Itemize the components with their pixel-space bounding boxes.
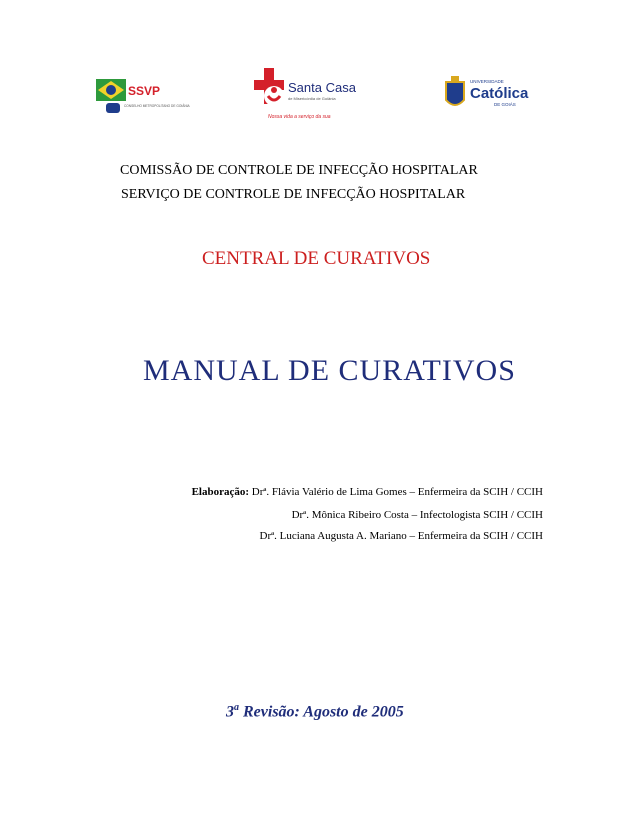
catolica-logo-text: Católica [470,85,529,102]
revision-ordinal: a [234,702,239,713]
revision-number: 3 [226,703,234,721]
santa-casa-logo-text: Santa Casa [288,80,356,95]
credit-author-3: Drª. Luciana Augusta A. Mariano – Enfermeira da SCIH / CCIH [259,530,543,542]
credit-author-1: Drª. Flávia Valério de Lima Gomes – Enfermeira da SCIH / CCIH [251,486,543,498]
catolica-logo-top: UNIVERSIDADE [470,79,504,84]
credit-author-2: Drª. Mônica Ribeiro Costa – Infectologista SCIH / CCIH [291,509,543,521]
credit-line-1 [192,486,543,498]
ssvp-logo [96,75,190,119]
santa-casa-logo [254,66,358,122]
ssvp-logo-subtext: CONSELHO METROPOLITANO DE GOIÂNIA [124,104,190,108]
revision-text: Revisão: Agosto de 2005 [239,703,404,721]
ssvp-logo-text: SSVP [128,84,161,98]
revision-line [226,702,404,721]
ssvp-logo-graphic [96,75,190,119]
santa-casa-logo-slogan: Nossa vida a serviço da sua [268,114,331,120]
commission-heading: COMISSÃO DE CONTROLE DE INFECÇÃO HOSPITALAR [120,163,478,178]
catolica-logo-subtext: DE GOIÁS [494,102,516,107]
santa-casa-logo-graphic [254,66,358,122]
catolica-logo-graphic [444,72,530,122]
catolica-logo [444,72,530,122]
central-heading: CENTRAL DE CURATIVOS [202,248,431,269]
credit-label: Elaboração: [191,486,250,498]
service-heading: SERVIÇO DE CONTROLE DE INFECÇÃO HOSPITALAR [121,187,466,202]
manual-title: MANUAL DE CURATIVOS [143,354,516,387]
santa-casa-logo-subtext: de Misericórdia de Goiânia [288,96,336,101]
